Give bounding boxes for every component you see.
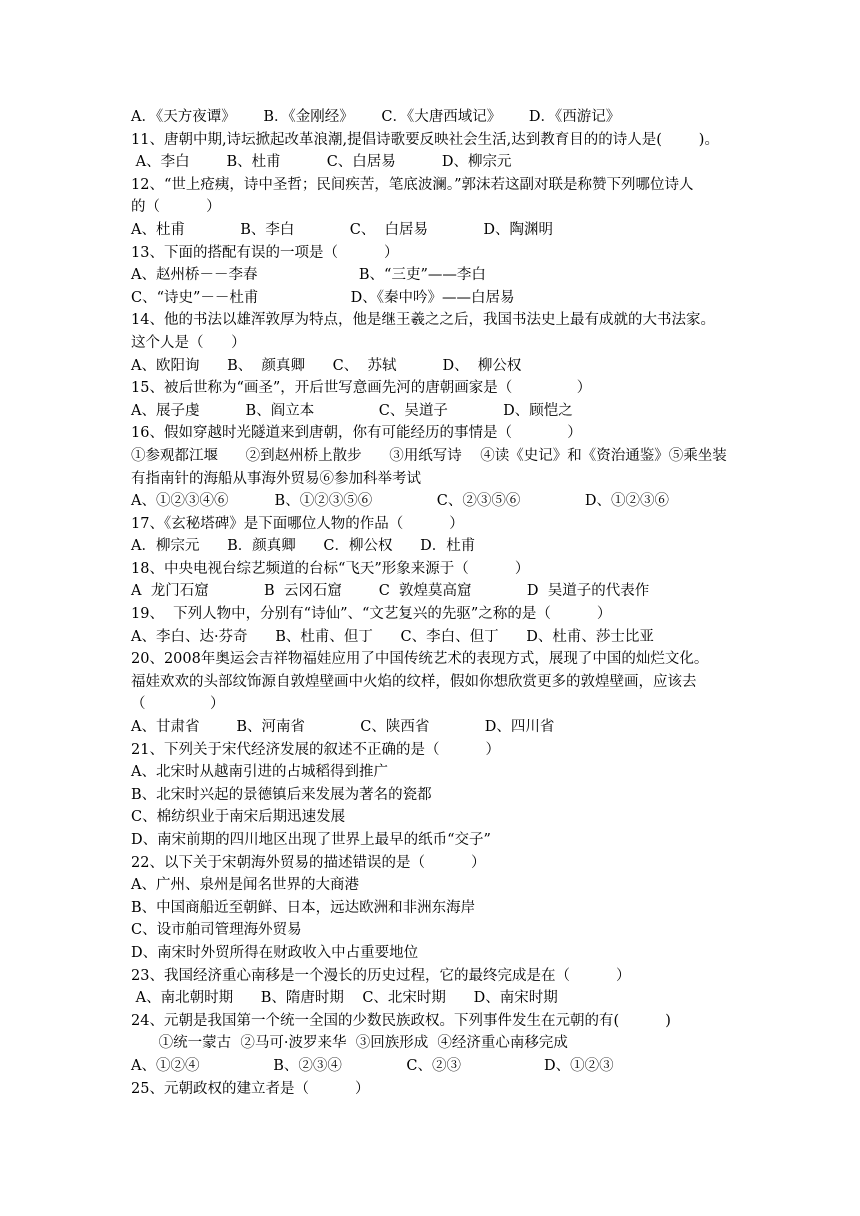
- text-line: C、“诗史”－－杜甫 D、《秦中吟》——白居易: [131, 289, 515, 306]
- text-line: 有指南针的海船从事海外贸易⑥参加科举考试: [131, 470, 421, 487]
- text-line: A、广州、泉州是闻名世界的大商港: [131, 877, 359, 894]
- text-line: C、棉纺织业于南宋后期迅速发展: [131, 809, 346, 826]
- text-line: A、欧阳询 B、 颜真卿 C、 苏轼 D、 柳公权: [131, 357, 522, 374]
- text-line: 福娃欢欢的头部纹饰源自敦煌壁画中火焰的纹样，假如你想欣赏更多的敦煌壁画，应该去: [131, 673, 697, 690]
- text-line: ①参观都江堰 ②到赵州桥上散步 ③用纸写诗 ④读《史记》和《资治通鉴》⑤乘坐装: [131, 447, 727, 464]
- text-line: 20、2008年奥运会吉祥物福娃应用了中国传统艺术的表现方式，展现了中国的灿烂文化。: [131, 651, 709, 668]
- text-line: A．《天方夜谭》 B．《金刚经》 C．《大唐西域记》 D．《西游记》: [131, 109, 621, 125]
- text-line: B、中国商船近至朝鲜、日本，远达欧洲和非洲东海岸: [131, 899, 476, 916]
- text-line: A、李白、达·芬奇 B、杜甫、但丁 C、李白、但丁 D、杜甫、莎士比亚: [131, 628, 654, 645]
- text-line: 19、 下列人物中，分别有“诗仙”、“文艺复兴的先驱”之称的是（ ）: [131, 606, 612, 623]
- text-line: A、①②③④⑥ B、①②③⑤⑥ C、②③⑤⑥ D、①②③⑥: [131, 493, 669, 510]
- text-line: 15、被后世称为“画圣”，开后世写意画先河的唐朝画家是（ ）: [131, 380, 592, 397]
- text-line: 17、《玄秘塔碑》是下面哪位人物的作品（ ）: [131, 515, 464, 532]
- text-line: A 龙门石窟 B 云冈石窟 C 敦煌莫高窟 D 吴道子的代表作: [131, 583, 650, 600]
- text-line: A、杜甫 B、李白 C、 白居易 D、陶渊明: [131, 221, 553, 238]
- text-line: （ ）: [131, 696, 225, 713]
- text-line: 13、下面的搭配有误的一项是（ ）: [131, 244, 399, 261]
- text-line: 16、假如穿越时光隧道来到唐朝，你有可能经历的事情是（ ）: [131, 425, 582, 442]
- text-line: A、李白 B、杜甫 C、白居易 D、柳宗元: [131, 154, 512, 171]
- text-line: A．柳宗元 B．颜真卿 C．柳公权 D．杜甫: [131, 538, 476, 555]
- text-line: A、展子虔 B、阎立本 C、吴道子 D、顾恺之: [131, 402, 573, 419]
- text-line: 23、我国经济重心南移是一个漫长的历史过程，它的最终完成是在（ ）: [131, 967, 631, 984]
- text-line: A、①②④ B、②③④ C、②③ D、①②③: [131, 1057, 614, 1074]
- text-line: 21、下列关于宋代经济发展的叙述不正确的是（ ）: [131, 741, 501, 758]
- question-text: [131, 106, 771, 1100]
- text-line: 的（ ）: [131, 199, 221, 216]
- text-line: A、赵州桥－－李春 B、“三吏”——李白: [131, 267, 486, 284]
- text-line: 12、“世上疮痍，诗中圣哲；民间疾苦，笔底波澜。”郭沫若这副对联是称赞下列哪位诗人: [131, 176, 694, 193]
- text-line: 18、中央电视台综艺频道的台标“飞天”形象来源于（ ）: [131, 560, 530, 577]
- text-line: 11、唐朝中期,诗坛掀起改革浪潮,提倡诗歌要反映社会生活,达到教育目的的诗人是( )。: [131, 131, 719, 148]
- text-line: 25、元朝政权的建立者是（ ）: [131, 1080, 370, 1097]
- text-line: 24、元朝是我国第一个统一全国的少数民族政权。下列事件发生在元朝的有( ): [131, 1012, 671, 1029]
- text-line: D、南宋前期的四川地区出现了世界上最早的纸币“交子”: [131, 832, 491, 848]
- text-line: 14、他的书法以雄浑敦厚为特点，他是继王羲之之后，我国书法史上最有成就的大书法家。: [131, 312, 715, 329]
- text-line: B、北宋时兴起的景德镇后来发展为著名的瓷都: [131, 786, 432, 803]
- text-line: A、北宋时从越南引进的占城稻得到推广: [131, 764, 388, 781]
- text-line: ①统一蒙古 ②马可·波罗来华 ③回族形成 ④经济重心南移完成: [131, 1035, 568, 1052]
- text-line: A、甘肃省 B、河南省 C、陕西省 D、四川省: [131, 719, 555, 736]
- text-line: D、南宋时外贸所得在财政收入中占重要地位: [131, 944, 419, 961]
- text-line: C、设市舶司管理海外贸易: [131, 922, 302, 939]
- text-line: 22、以下关于宋朝海外贸易的描述错误的是（ ）: [131, 854, 486, 871]
- text-line: A、南北朝时期 B、隋唐时期 C、北宋时期 D、南宋时期: [131, 990, 558, 1007]
- text-line: 这个人是（ ）: [131, 334, 246, 351]
